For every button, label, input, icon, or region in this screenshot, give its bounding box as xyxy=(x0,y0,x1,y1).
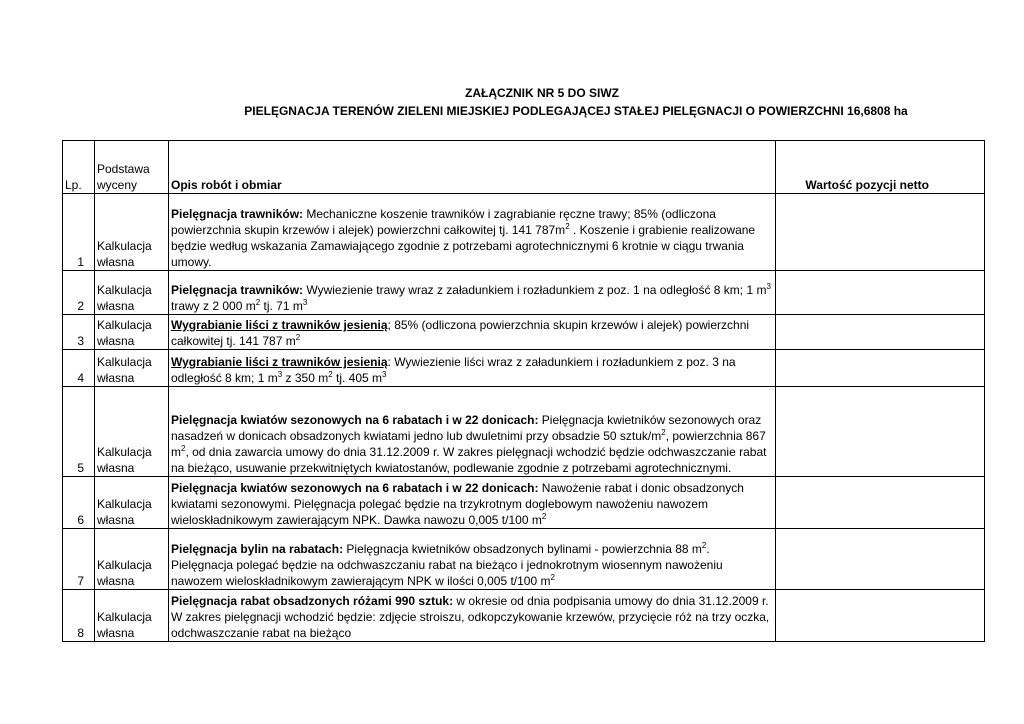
row-opis xyxy=(169,315,776,350)
row-lp: 1 xyxy=(63,194,95,271)
header-lp: Lp. xyxy=(63,141,95,194)
row-lp: 3 xyxy=(63,315,95,350)
row-podstawa xyxy=(95,590,169,642)
row-opis-bold-title: Pielęgnacja trawników: xyxy=(171,283,304,297)
row-wartosc[interactable] xyxy=(776,271,985,315)
row-opis-superscript: 3 xyxy=(382,370,387,379)
row-opis-superscript: 2 xyxy=(328,370,333,379)
row-wartosc[interactable] xyxy=(776,350,985,387)
row-opis xyxy=(169,590,776,642)
row-wartosc[interactable] xyxy=(776,194,985,271)
table-row xyxy=(63,350,985,387)
row-opis-text: trawy z 2 000 m xyxy=(171,299,256,313)
row-wartosc[interactable] xyxy=(776,387,985,477)
row-opis-text: z 350 m xyxy=(282,371,329,385)
row-opis-bold-title: Pielęgnacja kwiatów sezonowych na 6 rabatach i w 22 donicach: xyxy=(171,481,539,495)
row-podstawa-line2: własna xyxy=(97,513,135,527)
row-opis-text: w okresie od dnia podpisania umowy do dnia 31.12.2009 r. W zakres pielęgnacji wchodzić będzie: zdjęcie stroiszu, odkopczykowanie krzewów, przycięcie róż na trzy oczka, odchwaszczanie rabat na bieżąco xyxy=(171,594,770,640)
row-opis xyxy=(169,271,776,315)
work-items-table xyxy=(62,140,985,642)
header-podstawa xyxy=(95,141,169,194)
row-opis-bold-title: Wygrabianie liści z trawników jesienią xyxy=(171,318,388,332)
row-opis-superscript: 2 xyxy=(701,541,707,550)
row-wartosc[interactable] xyxy=(776,315,985,350)
row-podstawa-line1: Kalkulacja xyxy=(97,610,152,624)
header-wartosc: Wartość pozycji netto xyxy=(776,141,985,194)
table-row xyxy=(63,387,985,477)
row-podstawa xyxy=(95,387,169,477)
row-opis-bold-title: Wygrabianie liści z trawników jesienią xyxy=(171,355,388,369)
row-opis-text: . Pielęgnacja polegać będzie na odchwaszczaniu rabat na bieżąco i jednokrotnym wiosennym nawożeniu nawozem wieloskładnikowym zawierającym NPK w ilości 0,005 t/100 m xyxy=(171,542,723,588)
row-opis-superscript: 2 xyxy=(565,222,570,231)
row-opis-superscript: 2 xyxy=(181,444,186,453)
row-podstawa-line2: własna xyxy=(97,371,135,385)
row-podstawa xyxy=(95,315,169,350)
row-opis-bold-title: Pielęgnacja trawników: xyxy=(171,207,304,221)
row-podstawa-line1: Kalkulacja xyxy=(97,445,152,459)
row-opis-superscript: 2 xyxy=(541,512,547,521)
row-lp: 6 xyxy=(63,477,95,529)
row-podstawa-line1: Kalkulacja xyxy=(97,497,152,511)
row-opis-text: . Koszenie i grabienie realizowane będzie według wskazania Zamawiającego zgodnie z potrzebami agrotechnicznymi 6 krotnie w ciągu trwania umowy. xyxy=(171,223,756,269)
row-podstawa-line1: Kalkulacja xyxy=(97,283,152,297)
row-podstawa-line2: własna xyxy=(97,574,135,588)
row-lp: 5 xyxy=(63,387,95,477)
table-row xyxy=(63,529,985,590)
row-podstawa-line2: własna xyxy=(97,255,135,269)
row-opis-text: Wywiezienie trawy wraz z załadunkiem i rozładunkiem z poz. 1 na odległość 8 km; 1 m xyxy=(303,283,767,297)
table-row xyxy=(63,194,985,271)
row-podstawa xyxy=(95,271,169,315)
row-wartosc[interactable] xyxy=(776,477,985,529)
row-opis-text: , od dnia zawarcia umowy do dnia 31.12.2009 r. W zakres pielęgnacji wchodzić będzie odchwaszczanie rabat na bieżąco, usuwanie przekwitniętych kwiatostanów, podlewanie zgodnie z potrzebami agrotechnicznymi. xyxy=(171,445,767,475)
row-opis xyxy=(169,194,776,271)
row-opis-superscript: 2 xyxy=(550,573,555,582)
table-header-row xyxy=(63,141,985,194)
row-opis-superscript: 3 xyxy=(302,298,308,307)
row-opis-bold-title: Pielęgnacja bylin na rabatach: xyxy=(171,542,344,556)
document-subtitle: PIELĘGNACJA TERENÓW ZIELENI MIEJSKIEJ PODLEGAJĄCEJ STAŁEJ PIELĘGNACJI O POWIERZCHNI 16,6808 ha xyxy=(244,104,908,118)
row-opis-text: Pielęgnacja kwietników sezonowych oraz nasadzeń w donicach obsadzonych kwiatami jedno lub dwuletnimi przy obsadzie 50 sztuk/m xyxy=(171,413,762,443)
row-opis-text: tj. 71 m xyxy=(260,299,303,313)
header-opis: Opis robót i obmiar xyxy=(169,141,776,194)
table-row xyxy=(63,477,985,529)
row-opis xyxy=(169,529,776,590)
document-title: ZAŁĄCZNIK NR 5 DO SIWZ xyxy=(465,86,619,100)
row-opis xyxy=(169,477,776,529)
row-podstawa-line1: Kalkulacja xyxy=(97,558,152,572)
header-podstawa-line1: Podstawa xyxy=(97,162,150,176)
row-podstawa-line2: własna xyxy=(97,626,135,640)
row-opis-bold-title: Pielęgnacja rabat obsadzonych różami 990 sztuk: xyxy=(171,594,454,608)
row-podstawa xyxy=(95,350,169,387)
row-opis-text: , powierzchnia 867 m xyxy=(171,429,766,459)
row-opis-superscript: 2 xyxy=(295,333,301,342)
row-lp: 7 xyxy=(63,529,95,590)
table-row xyxy=(63,590,985,642)
row-opis xyxy=(169,350,776,387)
row-podstawa-line1: Kalkulacja xyxy=(97,318,152,332)
row-opis-bold-title: Pielęgnacja kwiatów sezonowych na 6 rabatach i w 22 donicach: xyxy=(171,413,539,427)
row-opis-text: Nawożenie rabat i donic obsadzonych kwiatami sezonowymi. Pielęgnacja polegać będzie na trzykrotnym doglebowym nawożeniu nawozem wieloskładnikowym zawierającym NPK. Dawka nawozu 0,005 t/100 m xyxy=(171,481,744,527)
row-lp: 4 xyxy=(63,350,95,387)
row-podstawa-line2: własna xyxy=(97,299,135,313)
table-row xyxy=(63,315,985,350)
row-podstawa-line2: własna xyxy=(97,461,135,475)
row-opis-text: Mechaniczne koszenie trawników i zagrabianie ręczne trawy; 85% (odliczona powierzchnia skupin krzewów i alejek) powierzchni całkowitej tj. 141 787m xyxy=(171,207,716,237)
row-lp: 2 xyxy=(63,271,95,315)
row-wartosc[interactable] xyxy=(776,529,985,590)
header-podstawa-line2: wyceny xyxy=(97,178,138,192)
row-podstawa xyxy=(95,194,169,271)
row-opis-superscript: 3 xyxy=(277,370,283,379)
row-podstawa xyxy=(95,477,169,529)
row-opis-superscript: 2 xyxy=(661,428,666,437)
table-row xyxy=(63,271,985,315)
row-opis-superscript: 2 xyxy=(255,298,261,307)
row-opis-superscript: 3 xyxy=(766,282,771,291)
row-podstawa-line1: Kalkulacja xyxy=(97,239,152,253)
row-opis-text: ; 85% (odliczona powierzchnia skupin krzewów i alejek) powierzchni całkowitej tj. 141 787 m xyxy=(171,318,750,348)
row-podstawa-line2: własna xyxy=(97,334,135,348)
row-opis-text: tj. 405 m xyxy=(332,371,383,385)
row-wartosc[interactable] xyxy=(776,590,985,642)
row-opis-text: Pielęgnacja kwietników obsadzonych bylinami - powierzchnia 88 m xyxy=(343,542,702,556)
row-opis-text: : Wywiezienie liści wraz z załadunkiem i rozładunkiem z poz. 3 na odległość 8 km; 1 m xyxy=(171,355,736,385)
row-opis xyxy=(169,387,776,477)
row-podstawa xyxy=(95,529,169,590)
row-podstawa-line1: Kalkulacja xyxy=(97,355,152,369)
row-lp: 8 xyxy=(63,590,95,642)
